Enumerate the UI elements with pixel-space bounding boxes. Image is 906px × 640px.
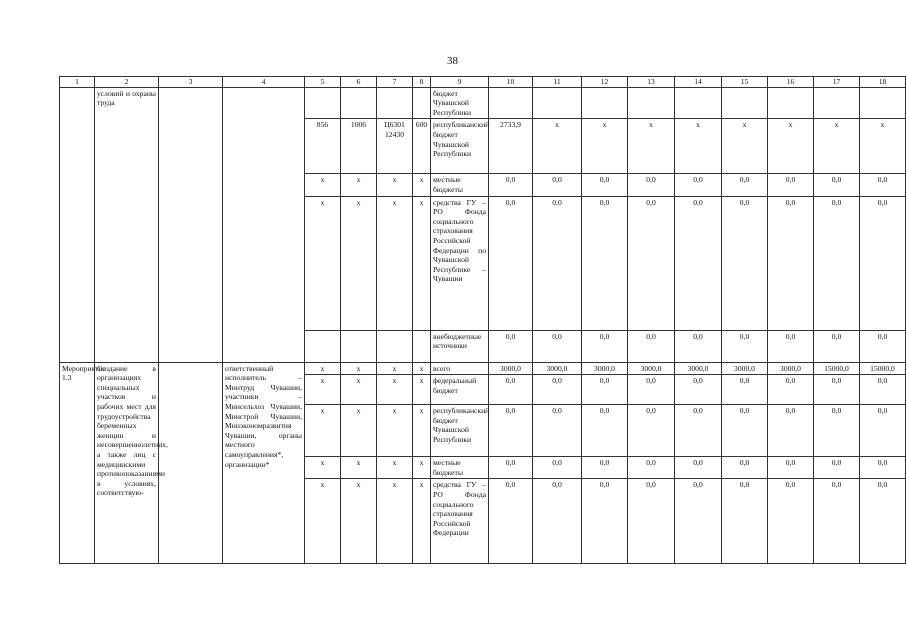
- col-header: 11: [533, 77, 582, 88]
- code-cell: x: [377, 479, 413, 564]
- code-cell: x: [377, 375, 413, 405]
- value-cell: 0,0: [814, 405, 860, 457]
- cell-empty: [489, 87, 533, 119]
- header-row: [60, 77, 906, 88]
- source-cell: внебюджетные источники: [431, 330, 489, 362]
- value-cell: 3000,0: [489, 362, 533, 375]
- col-header: 6: [341, 77, 377, 88]
- value-cell: 0,0: [722, 330, 768, 362]
- value-cell: 0,0: [768, 375, 814, 405]
- value-cell: 0,0: [675, 174, 722, 196]
- cell-empty: [768, 87, 814, 119]
- value-cell: x: [860, 119, 906, 174]
- code-cell: 1006: [341, 119, 377, 174]
- code-cell: x: [305, 479, 341, 564]
- value-cell: 0,0: [860, 457, 906, 479]
- cell-empty: [628, 87, 675, 119]
- code-cell: x: [341, 457, 377, 479]
- value-cell: 0,0: [582, 479, 628, 564]
- col-header: 17: [814, 77, 860, 88]
- code-cell: x: [305, 362, 341, 375]
- cell-empty: [305, 330, 341, 362]
- code-cell: x: [413, 362, 431, 375]
- code-cell: x: [341, 479, 377, 564]
- value-cell: 0,0: [489, 330, 533, 362]
- col-header: 7: [377, 77, 413, 88]
- col-header: 13: [628, 77, 675, 88]
- value-cell: x: [722, 119, 768, 174]
- cell-empty: [533, 87, 582, 119]
- cell-empty: [341, 330, 377, 362]
- value-cell: 3000,0: [768, 362, 814, 375]
- value-cell: 0,0: [675, 405, 722, 457]
- code-cell: x: [413, 174, 431, 196]
- value-cell: 0,0: [489, 375, 533, 405]
- value-cell: x: [768, 119, 814, 174]
- measure-label: Мероприятие 1.3: [60, 362, 95, 564]
- code-cell: x: [377, 196, 413, 330]
- value-cell: 0,0: [814, 457, 860, 479]
- value-cell: 0,0: [814, 196, 860, 330]
- value-cell: 0,0: [860, 330, 906, 362]
- source-cell: местные бюджеты: [431, 457, 489, 479]
- value-cell: 3000,0: [628, 362, 675, 375]
- value-cell: 0,0: [860, 174, 906, 196]
- continuation-title: условий и охраны труда: [95, 87, 159, 362]
- col-header: 4: [223, 77, 305, 88]
- value-cell: 0,0: [768, 479, 814, 564]
- code-cell: x: [341, 174, 377, 196]
- code-cell: x: [377, 174, 413, 196]
- value-cell: 0,0: [722, 405, 768, 457]
- value-cell: 0,0: [814, 174, 860, 196]
- source-cell: республиканский бюджет Чувашской Республики: [431, 405, 489, 457]
- value-cell: 0,0: [814, 330, 860, 362]
- value-cell: 0,0: [628, 479, 675, 564]
- code-cell: x: [341, 405, 377, 457]
- page-number: 38: [447, 55, 458, 67]
- value-cell: 0,0: [675, 375, 722, 405]
- cell-empty: [722, 87, 768, 119]
- value-cell: 0,0: [582, 405, 628, 457]
- cell-empty: [377, 87, 413, 119]
- code-cell: x: [305, 457, 341, 479]
- source-cell: средства ГУ – РО Фонда социального страхования Российской Федерации по Чувашской Республике – Чувашии: [431, 196, 489, 330]
- cell-empty: [582, 87, 628, 119]
- value-cell: 0,0: [489, 405, 533, 457]
- value-cell: 15000,0: [814, 362, 860, 375]
- value-cell: 15000,0: [860, 362, 906, 375]
- code-cell: x: [413, 457, 431, 479]
- col-header: 15: [722, 77, 768, 88]
- value-cell: 0,0: [533, 375, 582, 405]
- cell-empty: [413, 87, 431, 119]
- col-header: 3: [159, 77, 223, 88]
- value-cell: 0,0: [533, 457, 582, 479]
- source-cell: всего: [431, 362, 489, 375]
- code-cell: x: [305, 174, 341, 196]
- cell-empty: [159, 87, 223, 362]
- value-cell: 2733,9: [489, 119, 533, 174]
- col-header: 1: [60, 77, 95, 88]
- code-cell: x: [413, 405, 431, 457]
- value-cell: 0,0: [768, 174, 814, 196]
- value-cell: 0,0: [628, 196, 675, 330]
- col-header: 8: [413, 77, 431, 88]
- cell-empty: [377, 330, 413, 362]
- value-cell: 3000,0: [533, 362, 582, 375]
- col-header: 18: [860, 77, 906, 88]
- value-cell: 0,0: [860, 479, 906, 564]
- value-cell: 0,0: [675, 457, 722, 479]
- cell-empty: [814, 87, 860, 119]
- value-cell: 0,0: [768, 405, 814, 457]
- value-cell: 0,0: [533, 330, 582, 362]
- code-cell: x: [377, 457, 413, 479]
- col-header: 14: [675, 77, 722, 88]
- col-header: 9: [431, 77, 489, 88]
- value-cell: 0,0: [722, 375, 768, 405]
- value-cell: 0,0: [582, 330, 628, 362]
- cell-empty: [305, 87, 341, 119]
- cell-empty: [223, 87, 305, 362]
- value-cell: 3000,0: [675, 362, 722, 375]
- value-cell: 0,0: [533, 479, 582, 564]
- value-cell: 0,0: [768, 457, 814, 479]
- value-cell: 0,0: [489, 174, 533, 196]
- code-cell: x: [341, 196, 377, 330]
- value-cell: 0,0: [582, 457, 628, 479]
- program-table: [59, 76, 906, 564]
- value-cell: 0,0: [814, 479, 860, 564]
- value-cell: x: [628, 119, 675, 174]
- value-cell: 0,0: [489, 196, 533, 330]
- cell-empty: [60, 87, 95, 362]
- value-cell: 0,0: [628, 457, 675, 479]
- source-cell: средства ГУ – РО Фонда социального страхования Российской Федерации: [431, 479, 489, 564]
- code-cell: Ц6301 12430: [377, 119, 413, 174]
- value-cell: 0,0: [675, 196, 722, 330]
- value-cell: 0,0: [675, 479, 722, 564]
- cell-empty: [675, 87, 722, 119]
- code-cell: x: [377, 405, 413, 457]
- value-cell: 0,0: [722, 196, 768, 330]
- value-cell: 0,0: [489, 457, 533, 479]
- table-row: [60, 362, 906, 375]
- value-cell: x: [814, 119, 860, 174]
- code-cell: 856: [305, 119, 341, 174]
- source-cell: республиканский бюджет Чувашской Республики: [431, 119, 489, 174]
- value-cell: 0,0: [628, 405, 675, 457]
- code-cell: x: [305, 196, 341, 330]
- measure-executor: ответственный исполнитель – Минтруд Чувашии, участники – Минсельхоз Чувашии, Минстрой Чувашии, Минэкономразвития Чувашии, органы местного самоуправления*, организации*: [223, 362, 305, 564]
- value-cell: 0,0: [582, 375, 628, 405]
- code-cell: x: [413, 375, 431, 405]
- value-cell: 0,0: [533, 196, 582, 330]
- value-cell: 3000,0: [582, 362, 628, 375]
- code-cell: x: [341, 375, 377, 405]
- code-cell: x: [413, 479, 431, 564]
- code-cell: x: [377, 362, 413, 375]
- value-cell: 0,0: [860, 375, 906, 405]
- value-cell: x: [675, 119, 722, 174]
- value-cell: x: [533, 119, 582, 174]
- value-cell: 0,0: [768, 330, 814, 362]
- value-cell: 0,0: [489, 479, 533, 564]
- cell-empty: [413, 330, 431, 362]
- source-cell: местные бюджеты: [431, 174, 489, 196]
- value-cell: 3000,0: [722, 362, 768, 375]
- value-cell: 0,0: [814, 375, 860, 405]
- value-cell: 0,0: [628, 375, 675, 405]
- value-cell: 0,0: [628, 330, 675, 362]
- value-cell: x: [582, 119, 628, 174]
- value-cell: 0,0: [860, 196, 906, 330]
- col-header: 10: [489, 77, 533, 88]
- value-cell: 0,0: [722, 457, 768, 479]
- code-cell: 600: [413, 119, 431, 174]
- cell-empty: [341, 87, 377, 119]
- code-cell: x: [341, 362, 377, 375]
- col-header: 2: [95, 77, 159, 88]
- value-cell: 0,0: [722, 174, 768, 196]
- col-header: 12: [582, 77, 628, 88]
- value-cell: 0,0: [582, 174, 628, 196]
- code-cell: x: [413, 196, 431, 330]
- value-cell: 0,0: [533, 405, 582, 457]
- code-cell: x: [305, 405, 341, 457]
- col-header: 5: [305, 77, 341, 88]
- cell-empty: [860, 87, 906, 119]
- value-cell: 0,0: [533, 174, 582, 196]
- measure-title: Создание в организациях специальных участков и рабочих мест для трудоустройства беременных женщин и несовершеннолетних, а также лиц с медицинскими противопоказаниями в условиях, соответствую-: [95, 362, 159, 564]
- value-cell: 0,0: [768, 196, 814, 330]
- cell-empty: [159, 362, 223, 564]
- value-cell: 0,0: [722, 479, 768, 564]
- table-row: [60, 87, 906, 119]
- value-cell: 0,0: [628, 174, 675, 196]
- value-cell: 0,0: [582, 196, 628, 330]
- value-cell: 0,0: [860, 405, 906, 457]
- source-cell: бюджет Чувашской Республики: [431, 87, 489, 119]
- value-cell: 0,0: [675, 330, 722, 362]
- source-cell: федеральный бюджет: [431, 375, 489, 405]
- col-header: 16: [768, 77, 814, 88]
- code-cell: x: [305, 375, 341, 405]
